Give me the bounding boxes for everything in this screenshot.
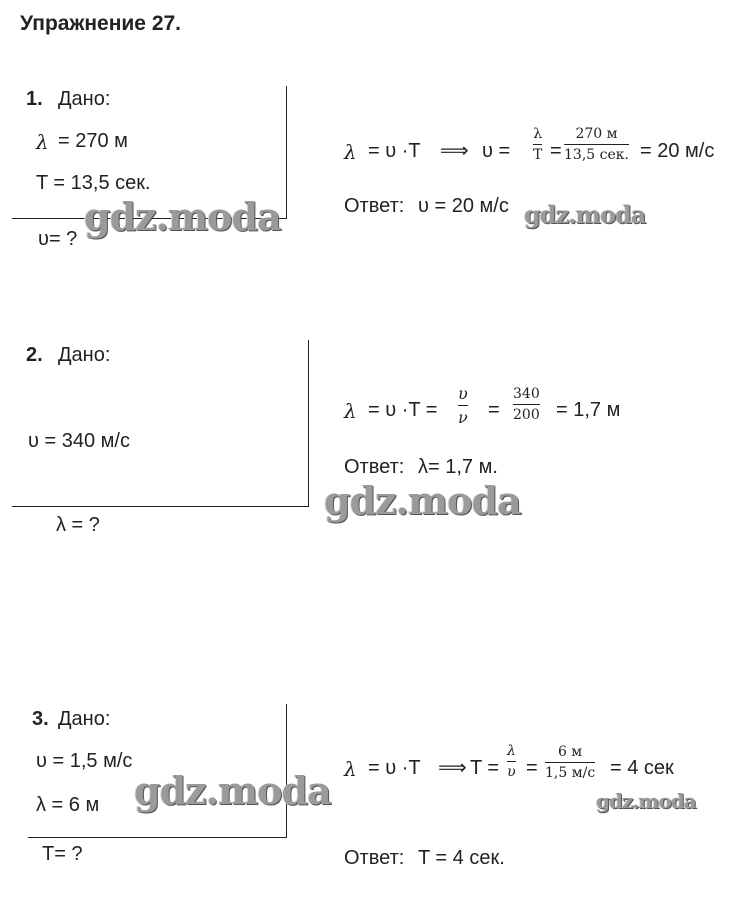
problem-number: 3. xyxy=(32,708,49,730)
fraction-numerator: λ xyxy=(533,126,543,142)
formula-period: T = xyxy=(470,757,500,779)
fraction-denominator: ν xyxy=(458,408,468,427)
formula-speed: υ = xyxy=(482,140,511,162)
formula-equals: = xyxy=(488,399,500,421)
given-lambda-value: = 270 м xyxy=(58,130,128,152)
given-divider-horizontal xyxy=(28,837,287,838)
answer-value: T = 4 сек. xyxy=(418,847,505,869)
find-quantity: λ = ? xyxy=(56,514,100,536)
fraction-symbolic xyxy=(533,126,542,163)
formula-equation: = υ ·T = xyxy=(368,399,438,421)
given-divider-vertical xyxy=(286,86,287,219)
given-divider-horizontal xyxy=(12,506,309,507)
given-period: T = 13,5 сек. xyxy=(36,172,151,194)
find-quantity: υ= ? xyxy=(38,228,78,250)
fraction-numerator: υ xyxy=(458,384,468,403)
fraction-numerator: 340 xyxy=(513,386,540,402)
answer-value: υ = 20 м/с xyxy=(418,195,509,217)
given-speed: υ = 1,5 м/с xyxy=(36,750,133,772)
given-label: Дано: xyxy=(58,708,111,730)
given-wavelength: λ = 6 м xyxy=(36,794,100,816)
answer-label: Ответ: xyxy=(344,195,405,217)
fraction-symbolic xyxy=(507,743,516,780)
fraction-denominator: T xyxy=(533,147,543,163)
formula-lambda: λ xyxy=(344,399,357,423)
fraction-numerator: 6 м xyxy=(557,744,583,760)
watermark-logo: gdz.moda xyxy=(524,200,646,229)
answer-label: Ответ: xyxy=(344,456,405,478)
watermark-logo: gdz.moda xyxy=(84,194,281,239)
fraction-numerator: 270 м xyxy=(575,126,618,142)
fraction-numeric xyxy=(545,744,595,781)
page-title: Упражнение 27. xyxy=(20,12,182,35)
formula-result: = 20 м/с xyxy=(640,140,715,162)
formula-result: = 1,7 м xyxy=(556,399,621,421)
given-label: Дано: xyxy=(58,88,111,110)
implies-arrow: ⟹ xyxy=(438,757,467,779)
formula-equals: = xyxy=(550,140,562,162)
fraction-denominator: υ xyxy=(507,764,516,780)
watermark-logo: gdz.moda xyxy=(596,789,696,813)
watermark-logo: gdz.moda xyxy=(134,768,331,813)
problem-number: 1. xyxy=(26,88,43,110)
given-divider-vertical xyxy=(308,340,309,507)
given-label: Дано: xyxy=(58,344,111,366)
answer-value: λ= 1,7 м. xyxy=(418,456,498,478)
formula-equation: = υ ·T xyxy=(368,757,421,779)
watermark-logo: gdz.moda xyxy=(324,478,521,523)
fraction-numerator: λ xyxy=(507,743,516,759)
given-lambda-symbol: λ xyxy=(36,130,49,154)
fraction-denominator: 1,5 м/с xyxy=(545,765,596,781)
fraction-symbolic xyxy=(458,384,468,427)
given-speed: υ = 340 м/с xyxy=(28,430,130,452)
implies-arrow: ⟹ xyxy=(440,140,469,162)
formula-lambda: λ xyxy=(344,757,357,781)
problem-number: 2. xyxy=(26,344,43,366)
formula-lambda: λ xyxy=(344,140,357,164)
fraction-numeric xyxy=(513,386,540,423)
fraction-denominator: 200 xyxy=(513,407,540,423)
fraction-denominator: 13,5 сек. xyxy=(564,147,629,163)
formula-equation: = υ ·T xyxy=(368,140,421,162)
formula-result: = 4 сек xyxy=(610,757,674,779)
answer-label: Ответ: xyxy=(344,847,405,869)
fraction-numeric xyxy=(564,126,629,163)
find-quantity: T= ? xyxy=(42,843,83,865)
formula-equals: = xyxy=(526,757,538,779)
